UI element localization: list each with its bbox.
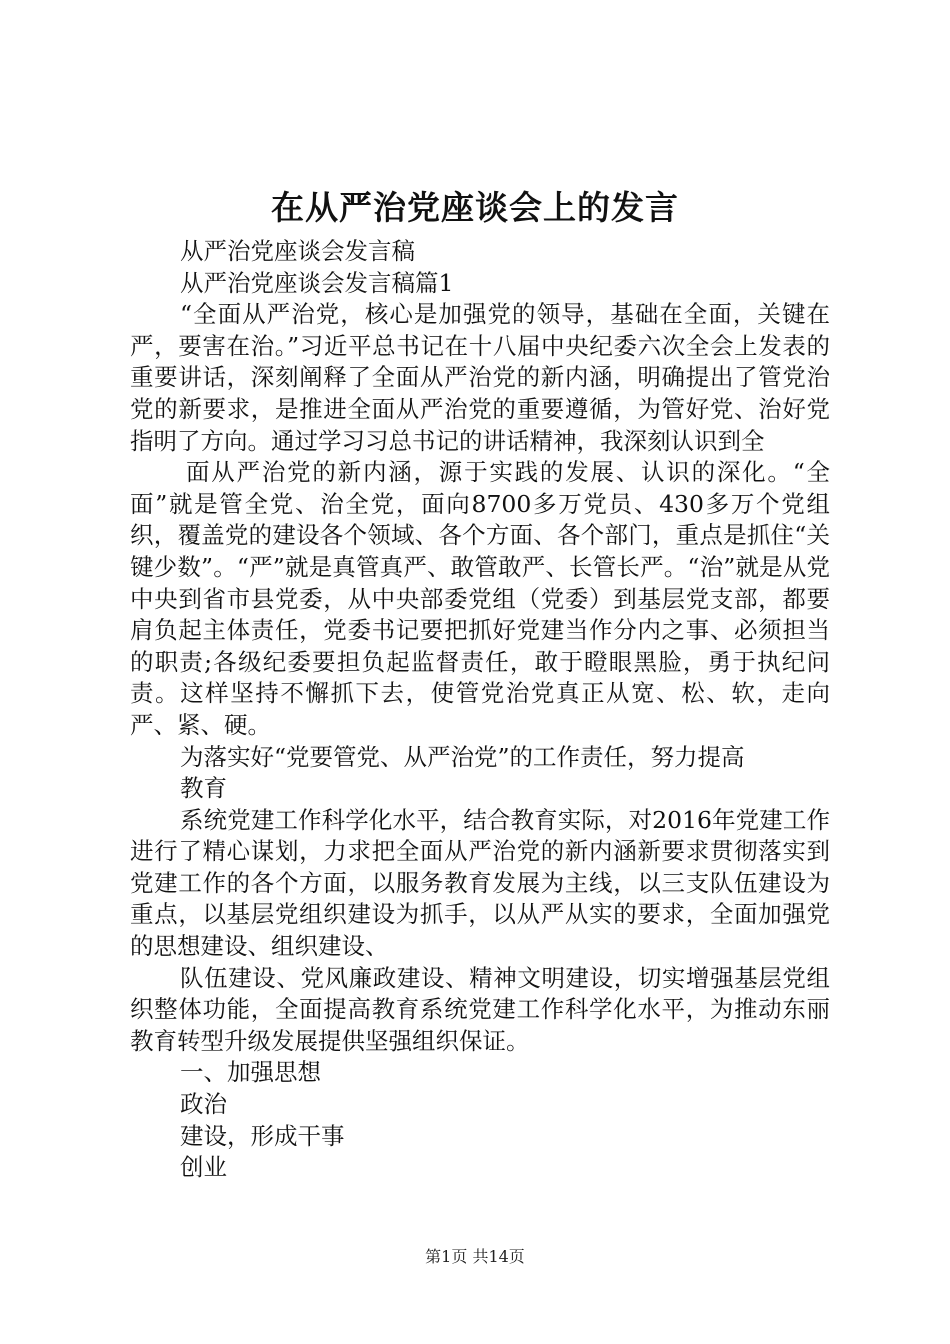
document-body	[130, 236, 830, 1184]
section-heading: 一、加强思想	[180, 1058, 321, 1087]
paragraph: 面从严治党的新内涵，源于实践的发展、认识的深化。“全面”就是管全党、治全党，面向8700多万党员、430多万个党组织，覆盖党的建设各个领域、各个方面、各个部门，重点是抓住“关键少数”。“严”就是真管真严、敢管敢严、长管长严。“治”就是从党中央到省市县党委，从中央部委党组（党委）到基层党支部，都要肩负起主体责任，党委书记要把抓好党建当作分内之事、必须担当的职责;各级纪委要担负起监督责任，敢于瞪眼黑脸，勇于执纪问责。这样坚持不懈抓下去，使管党治党真正从宽、松、软，走向严、紧、硬。	[130, 458, 830, 739]
document-title: 在从严治党座谈会上的发言	[271, 188, 679, 227]
paragraph: 从严治党座谈会发言稿	[180, 237, 415, 265]
paragraph: 政治	[180, 1090, 227, 1119]
paragraph: 创业	[180, 1153, 227, 1182]
paragraph: 建设，形成干事	[180, 1121, 345, 1150]
paragraph: 队伍建设、党风廉政建设、精神文明建设，切实增强基层党组织整体功能，全面提高教育系统党建工作科学化水平，为推动东丽教育转型升级发展提供坚强组织保证。	[130, 963, 830, 1055]
paragraph: 为落实好“党要管党、从严治党”的工作责任，努力提高	[180, 742, 745, 771]
paragraph: 教育	[180, 774, 227, 803]
paragraph: 从严治党座谈会发言稿篇1	[180, 268, 454, 297]
paragraph: 系统党建工作科学化水平，结合教育实际，对2016年党建工作进行了精心谋划，力求把全面从严治党的新内涵新要求贯彻落实到党建工作的各个方面，以服务教育发展为主线，以三支队伍建设为重点，以基层党组织建设为抓手，以从严从实的要求，全面加强党的思想建设、组织建设、	[130, 805, 830, 961]
paragraph: “全面从严治党，核心是加强党的领导，基础在全面，关键在严，要害在治。”习近平总书记在十八届中央纪委六次全会上发表的重要讲话，深刻阐释了全面从严治党的新内涵，明确提出了管党治党的新要求，是推进全面从严治党的重要遵循，为管好党、治好党指明了方向。通过学习习总书记的讲话精神，我深刻认识到全	[130, 300, 830, 455]
page-footer: 第1页 共14页	[425, 1247, 525, 1266]
